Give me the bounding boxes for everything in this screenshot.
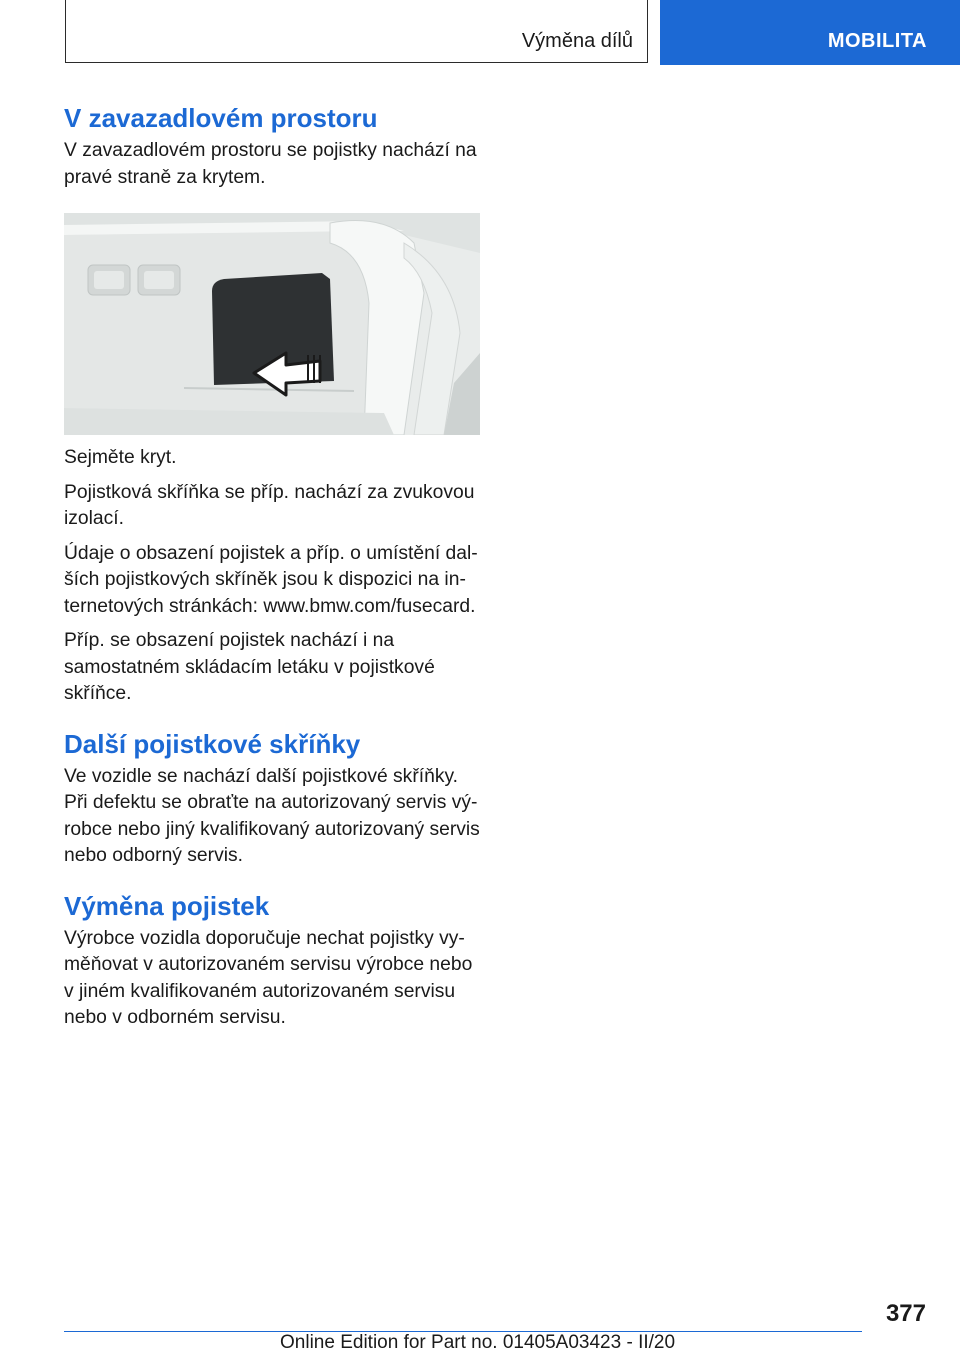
section-heading-fuse-replacement: Výměna pojistek: [64, 890, 270, 921]
trunk-fuse-cover-illustration: [64, 213, 480, 435]
paragraph: Sejměte kryt.: [64, 447, 177, 468]
section-heading-trunk: V zavazadlovém prostoru: [64, 103, 378, 133]
header-chapter-label: MOBILITA: [827, 30, 927, 52]
paragraph: Údaje o obsazení pojistek a příp. o umístění dalších pojistkových skříněk jsou k dispozici na internetových stránkách: www.bmw.com/fusecard.: [64, 542, 478, 617]
paragraph: V zavazadlovém prostoru se pojistky nachází na pravé straně za krytem.: [64, 140, 477, 188]
footer-edition: Online Edition for Part no. 01405A03423 - II/20: [280, 1332, 676, 1353]
section-heading-additional-fuse-boxes: Další pojistkové skříňky: [64, 728, 361, 759]
paragraph: Pojistková skříňka se příp. nachází za zvukovou izolací.: [64, 481, 475, 529]
paragraph: Ve vozidle se nachází další pojistkové skříňky. Při defektu se obraťte na autorizovaný servis výrobce nebo jiný kvalifikovaný autorizovaný servis nebo odborný servis.: [64, 765, 480, 866]
page-number: 377: [885, 1300, 926, 1327]
paragraph: Příp. se obsazení pojistek nachází i na samostatném skládacím letáku v pojistkové skříňce.: [64, 630, 435, 704]
header-section-title: Výměna dílů: [521, 30, 633, 52]
header-section-box: [65, 0, 648, 63]
header-chapter-tab: [660, 0, 960, 65]
page-content: [64, 100, 484, 1040]
paragraph: Výrobce vozidla doporučuje nechat pojistky vyměňovat v autorizovaném servisu výrobce nebo v jiném kvalifikovaném autorizovaném servisu nebo v odborném servisu.: [64, 927, 473, 1028]
